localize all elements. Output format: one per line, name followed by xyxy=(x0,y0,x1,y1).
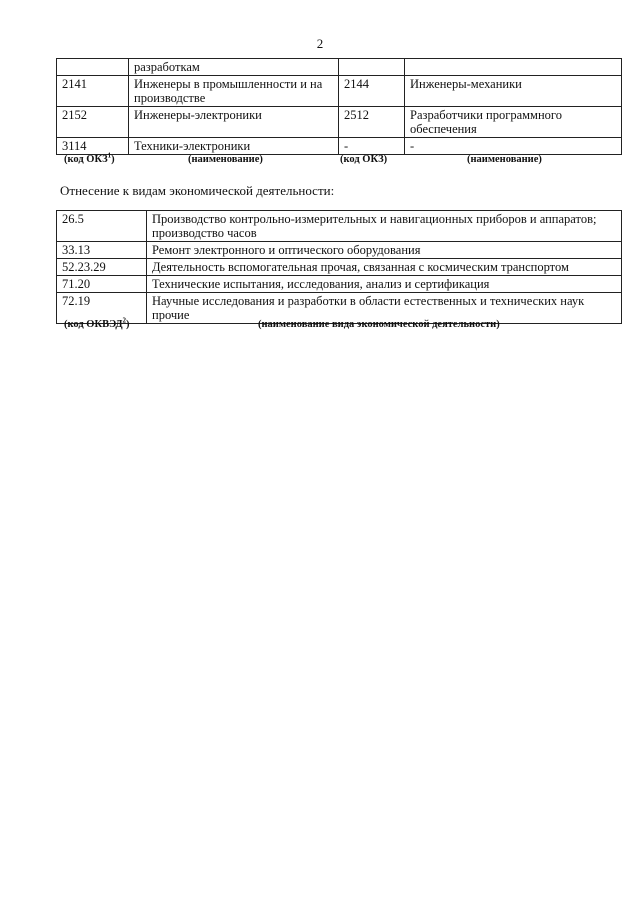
okved-code-caption-text: (код ОКВЭД xyxy=(64,319,123,330)
okz-name-cell: Инженеры в промышленности и на производстве xyxy=(129,76,339,107)
okved-name-cell: Деятельность вспомогательная прочая, связанная с космическим транспортом xyxy=(147,259,622,276)
okved-name-cell: Технические испытания, исследования, анализ и сертификация xyxy=(147,276,622,293)
okz-code-cell xyxy=(339,59,405,76)
okz-code-cell: 3114 xyxy=(57,138,129,155)
okz-name-caption: (наименование) xyxy=(188,154,263,165)
table-row xyxy=(57,107,622,138)
okz-name-cell: разработкам xyxy=(129,59,339,76)
okz-name-cell: Разработчики программного обеспечения xyxy=(405,107,622,138)
okz-code-caption xyxy=(64,151,115,165)
okved-table xyxy=(56,210,622,324)
okz-code-caption-tail: ) xyxy=(111,154,115,165)
okz-name-cell: - xyxy=(405,138,622,155)
okved-code-caption xyxy=(64,316,130,330)
okz-name-cell xyxy=(405,59,622,76)
okz-code-caption-text: (код ОКЗ xyxy=(64,154,108,165)
footnote-mark: 1 xyxy=(107,151,112,160)
table-row xyxy=(57,76,622,107)
okved-name-cell: Научные исследования и разработки в области естественных и технических наук прочие xyxy=(147,293,622,324)
okz-code-cell: 2144 xyxy=(339,76,405,107)
okz-name-cell: Инженеры-механики xyxy=(405,76,622,107)
okved-code-cell: 72.19 xyxy=(57,293,147,324)
section-heading: Отнесение к видам экономической деятельности: xyxy=(60,183,335,198)
okz-code-cell: - xyxy=(339,138,405,155)
footnote-mark: 2 xyxy=(122,316,127,325)
okz-code-cell: 2141 xyxy=(57,76,129,107)
okz-code-cell: 2512 xyxy=(339,107,405,138)
okz-code2-caption: (код ОКЗ) xyxy=(340,154,388,165)
okved-code-cell: 52.23.29 xyxy=(57,259,147,276)
okved-name-caption: (наименование вида экономической деятельности) xyxy=(258,319,500,330)
table-row xyxy=(57,138,622,155)
page-number: 2 xyxy=(316,36,324,51)
okz-table xyxy=(56,58,622,155)
okved-code-cell: 26.5 xyxy=(57,211,147,242)
table-row xyxy=(57,211,622,242)
okz-name2-caption: (наименование) xyxy=(467,154,542,165)
okz-code-cell xyxy=(57,59,129,76)
okved-code-cell: 33.13 xyxy=(57,242,147,259)
okved-name-cell: Производство контрольно-измерительных и навигационных приборов и аппаратов; производство часов xyxy=(147,211,622,242)
table-row xyxy=(57,259,622,276)
table-row xyxy=(57,276,622,293)
okved-code-caption-tail: ) xyxy=(126,319,130,330)
okved-name-cell: Ремонт электронного и оптического оборудования xyxy=(147,242,622,259)
okved-code-cell: 71.20 xyxy=(57,276,147,293)
table-row xyxy=(57,59,622,76)
okz-code-cell: 2152 xyxy=(57,107,129,138)
table-row xyxy=(57,242,622,259)
okz-name-cell: Инженеры-электроники xyxy=(129,107,339,138)
okz-name-cell: Техники-электроники xyxy=(129,138,339,155)
